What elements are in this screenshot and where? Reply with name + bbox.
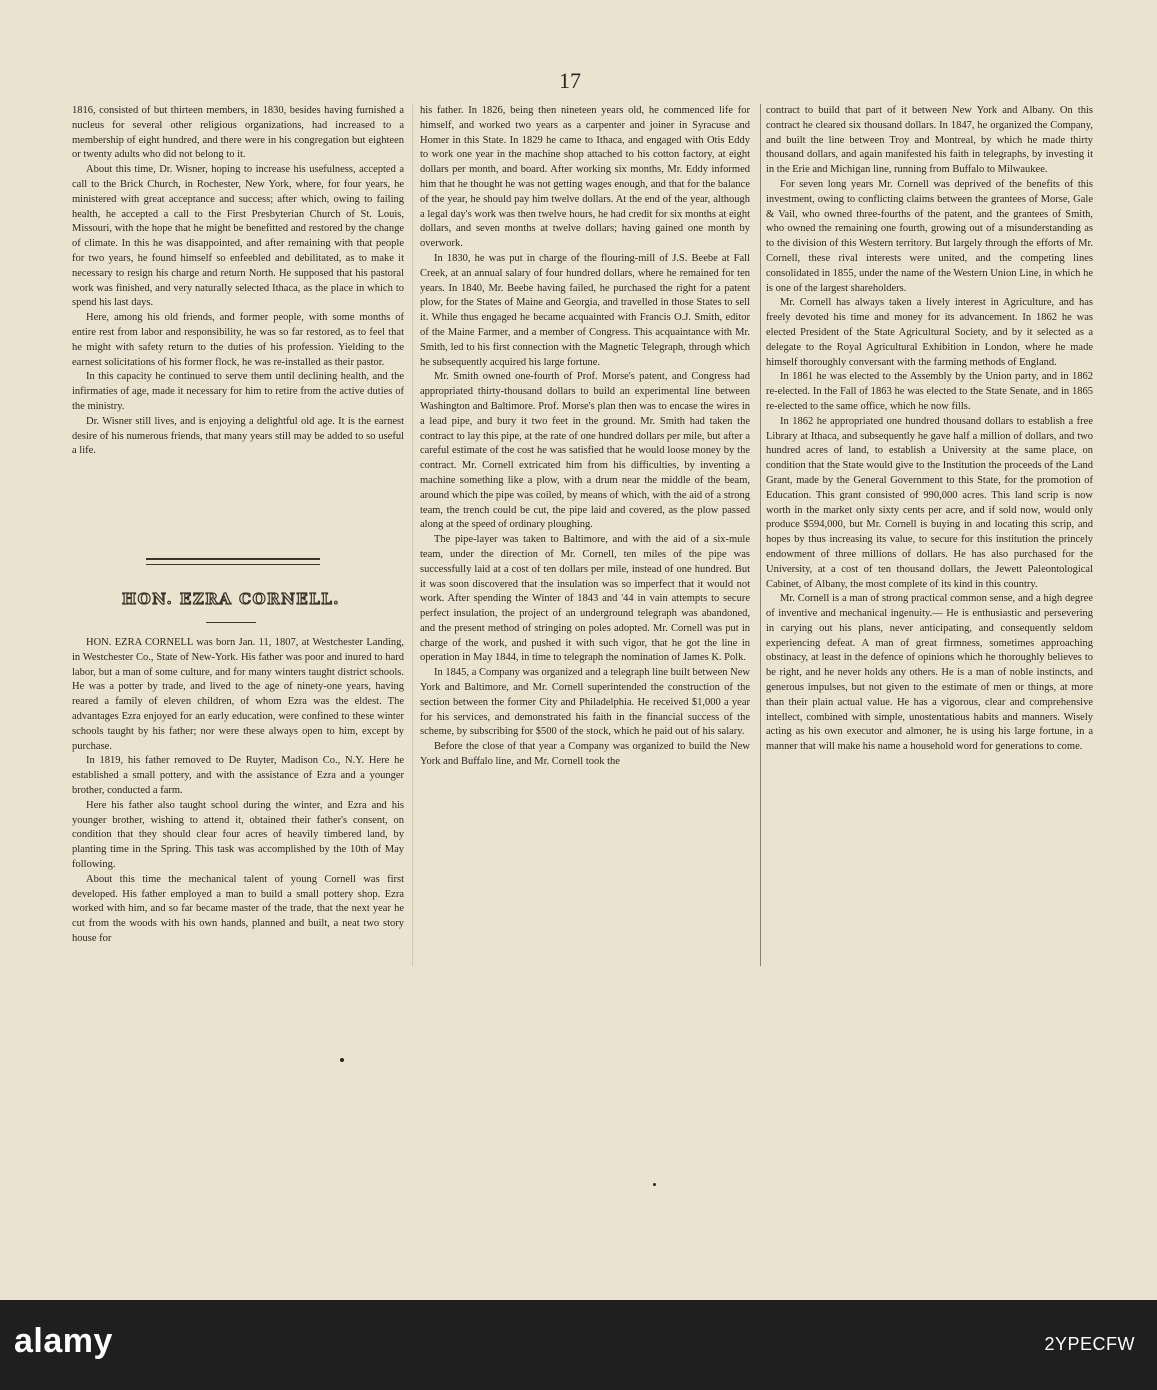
page-number: 17	[559, 68, 581, 93]
paragraph: Here, among his old friends, and former people, with some months of entire rest from labor and responsibility, he was so far restored, as to feel that he might with safety return to the duties of his profession. Yielding to the earnest solicitations of his former flock, he was re-installed as their pastor.	[72, 312, 404, 368]
paragraph: 1816, consisted of but thirteen members, in 1830, besides having furnished a nucleus for several other religious organizations, had increased to a membership of eight hundred, and there were in his congregation but eighteen or twenty adults who did not belong to it.	[72, 105, 404, 161]
paragraph: Mr. Smith owned one-fourth of Prof. Morse's patent, and Congress had appropriated thirty-thousand dollars to build an experimental line between Washington and Baltimore. Prof. Morse's plan then was to encase the wires in a lead pipe, and bury it two feet in the ground. Mr. Smith had taken the contract to lay this pipe, at the rate of one hundred dollars per mile, but after a careful estimate of the cost he was satisfied that he would loose money by the contract. Mr. Cornell extricated him from his difficulties, by inventing a machine something like a plow, with a drum near the middle of the beam, around which the pipe was coiled, by means of which, with the aid of a strong team, the trench could be cut, the pipe laid and covered, as the plow passed along at the speed of ordinary ploughing.	[420, 371, 750, 531]
paragraph: Mr. Cornell is a man of strong practical common sense, and a high degree of inventive and mechanical ingenuity.— He is enthusiastic and persevering in carying out his plans, never anticipating, and consequently seldom experiencing defeat. A man of great firmness, sometimes approaching obstinacy, at least in the defence of opinions which he thoroughly believes to be right, and he never holds any others. He is a man of noble instincts, and generous impulses, but not given to the estimate of men or things, at more than their plain actual value. He has a vigorous, clear and comprehensive intellect, combined with simple, unostentatious habits and manners. Wisely acting as his own executor and almoner, he is using his large fortune, in a manner that will make his name a household word for generations to come.	[766, 593, 1093, 753]
column-3	[766, 104, 1093, 755]
column-1	[72, 104, 404, 459]
paragraph: In 1845, a Company was organized and a telegraph line built between New York and Baltimore, and Mr. Cornell superintended the construction of the section between the former City and Philadelphia. He received $1,000 a year for his services, and demonstrated his faith in the financial success of the scheme, by subscribing for $500 of the stock, which he paid out of his salary.	[420, 667, 750, 738]
watermark-bar	[0, 1300, 1157, 1390]
paragraph: contract to build that part of it between New York and Albany. On this contract he cleared six thousand dollars. In 1847, he organized the Company, and built the line between Troy and Montreal, by which he made thirty thousand dollars, and again manifested his faith in telegraphs, by investing it in the Erie and Michigan line, running from Buffalo to Milwaukee.	[766, 105, 1093, 176]
paragraph: Dr. Wisner still lives, and is enjoying a delightful old age. It is the earnest desire of his numerous friends, that many years still may be added to so useful a life.	[72, 415, 404, 457]
paragraph: About this time the mechanical talent of young Cornell was first developed. His father employed a man to build a small pottery shop. Ezra worked with him, and so far became master of the trade, that the next year he cut from the woods with his own hands, planned and built, a neat two story house for	[72, 873, 404, 944]
paragraph: Before the close of that year a Company was organized to build the New York and Buffalo line, and Mr. Cornell took the	[420, 741, 750, 768]
paragraph: Mr. Cornell has always taken a lively interest in Agriculture, and has freely devoted his time and money for its advancement. In 1862 he was elected President of the State Agricultural Society, and by it selected as a delegate to the Royal Agricultural Exhibition in London, where he made himself thoroughly conversant with the farming methods of England.	[766, 297, 1093, 368]
paragraph: In 1819, his father removed to De Ruyter, Madison Co., N.Y. Here he established a small pottery, and with the assistance of Ezra and a younger brother, conducted a farm.	[72, 755, 404, 796]
paragraph: The pipe-layer was taken to Baltimore, and with the aid of a six-mule team, under the direction of Mr. Cornell, ten miles of the pipe was successfully laid at a cost of ten dollars per mile, instead of one hundred. But it was soon discovered that the insulation was so imperfect that it would not work. After spending the Winter of 1843 and '44 in vain attempts to secure perfect insulation, the project of an underground telegraph was abandoned, and the present method of stringing on poles adopted. Mr. Cornell was put in charge of the work, and pushed it with such vigor, that he got the line in operation in May 1844, in time to telegraph the nomination of James K. Polk.	[420, 534, 750, 664]
section-heading: HON. EZRA CORNELL.	[121, 590, 341, 608]
paragraph: his father. In 1826, being then nineteen years old, he commenced life for himself, and worked two years as a carpenter and joiner in Syracuse and Homer in this State. In 1829 he came to Ithaca, and engaged with Otis Eddy to work one year in the machine shop attached to his cotton factory, at eight dollars per month, and board. After working six months, Mr. Eddy informed him that he thought he was not getting wages enough, and that for the balance of the year, he should pay him twelve dollars. At the end of the year, although a legal day's work was then twelve hours, he had credit for six months at eight dollars, and seven months at twelve dollars; having gained one month by overwork.	[420, 105, 750, 250]
ink-speck	[340, 1058, 344, 1062]
column-2	[420, 104, 750, 770]
paragraph: About this time, Dr. Wisner, hoping to increase his usefulness, accepted a call to the Brick Church, in Rochester, New York, where, for four years, he ministered with great acceptance and success; after which, owing to failing health, he accepted a call to the First Presbyterian Church of St. Louis, Missouri, with the hope that he might be benefitted and restored by the change of climate. In this he was disappointed, and after remaining with that people for two years, he found himself so enfeebled and debilitated, as to make it necessary to resign his charge and return North. He supposed that his pastoral work was finished, and very naturally selected Ithaca, as the place in which to spend his last days.	[72, 164, 404, 309]
watermark-image-id: 2YPECFW	[1044, 1334, 1135, 1354]
column-divider	[760, 104, 761, 966]
watermark-logo: alamy	[14, 1322, 113, 1360]
paragraph: In 1862 he appropriated one hundred thousand dollars to establish a free Library at Ithaca, and subsequently he gave half a million of dollars, and two hundred acres of land, to establish a University at the same place, on condition that the State would give to the Institution the proceeds of the Land Grant, made by the General Government to this State, for the promotion of Education. This grant consisted of 990,000 acres. This land scrip is now worth in the market only sixty cents per acre, and if sold now, would only produce $594,000, but Mr. Cornell is buying in and locating this scrip, and hopes by thus increasing its value, to secure for this institution the princely endowment of three millions of dollars. He has also purchased for the University, at a cost of ten thousand dollars, the Jewett Paleontological Cabinet, of Albany, the most complete of its kind in this country.	[766, 415, 1093, 590]
paragraph: In 1830, he was put in charge of the flouring-mill of J.S. Beebe at Fall Creek, at an annual salary of four hundred dollars, where he remained for ten years. In 1840, Mr. Beebe having failed, he purchased the right for a patent plow, for the States of Maine and Georgia, and travelled in those States to sell it. While thus engaged he became acquainted with Francis O.J. Smith, editor of the Maine Farmer, and a member of Congress. This acquaintance with Mr. Smith, led to his first connection with the Magnetic Telegraph, through which he subsequently acquired his large fortune.	[420, 252, 750, 368]
paragraph: HON. EZRA CORNELL was born Jan. 11, 1807, at Westchester Landing, in Westchester Co., State of New-York. His father was poor and inured to hard labor, but a man of some culture, and for many winters taught district schools. He was a potter by trade, and lived to the age of ninety-one years, having reared a family of eleven children, of whom Ezra was the eldest. The advantages Ezra enjoyed for an early education, were confined to these winter schools taught by his father; nor were these always open to him, except by purchase.	[72, 637, 404, 752]
heading-rule	[146, 558, 320, 565]
paragraph: In this capacity he continued to serve them until declining health, and the infirmaties of age, made it necessary for him to retire from the active duties of the ministry.	[72, 371, 404, 412]
column-divider	[412, 104, 413, 966]
paragraph: In 1861 he was elected to the Assembly by the Union party, and in 1862 re-elected. In the Fall of 1863 he was elected to the State Senate, and in 1865 re-elected to the same office, which he now fills.	[766, 371, 1093, 412]
heading-underline	[206, 622, 256, 623]
ink-speck	[653, 1183, 656, 1186]
section-body	[72, 636, 404, 947]
paragraph: Here his father also taught school during the winter, and Ezra and his younger brother, wishing to attend it, obtained their father's consent, on condition that they should clear four acres of heavily timbered land, by planting time in the Spring. This task was accomplished by the 10th of May following.	[72, 799, 404, 870]
paragraph: For seven long years Mr. Cornell was deprived of the benefits of this investment, owing to conflicting claims between the grantees of Morse, Gale & Vail, who owned three-fourths of the patent, and the grantees of Smith, who owned the remaining one fourth, growing out of a misunderstanding as to the division of this Western territory. But largely through the efforts of Mr. Cornell, these rival interests were united, and the competing lines consolidated in 1855, under the name of the Western Union Line, in which he is one of the largest shareholders.	[766, 178, 1093, 294]
